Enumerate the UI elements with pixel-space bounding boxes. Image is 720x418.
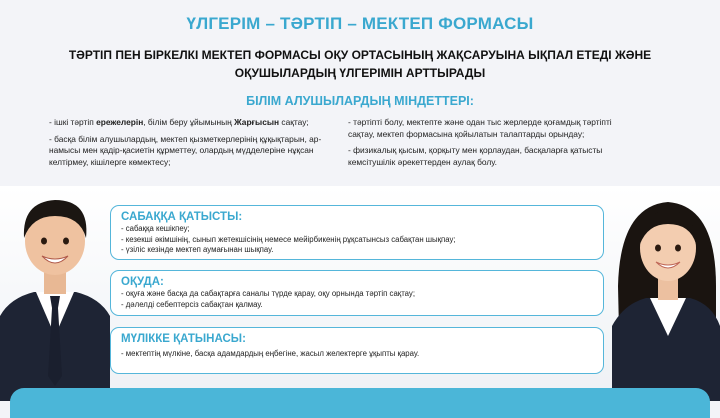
- property-box: [110, 327, 604, 374]
- duty-text: сақтау;: [279, 117, 309, 127]
- duty-text: - ішкі тәртіп: [49, 117, 97, 127]
- subtitle-line-1: ТӘРТІП ПЕН БІРКЕЛКІ МЕКТЕП ФОРМАСЫ ОҚУ ОРТАСЫНЫҢ ЖАҚСАРУЫНА ЫҚПАЛ ЕТЕДІ ЖӘНЕ: [68, 48, 652, 62]
- duties-left-column: [49, 117, 334, 173]
- property-line: - мектептің мүлкіне, басқа адамдардың еңбегіне, жасыл желектерге ұқыпты қарау.: [121, 349, 420, 358]
- attendance-line: - кезекші әкімшінің, сынып жетекшісінің немесе мейірбикенің рұқсатынсыз сабақтан шықпау;: [121, 234, 456, 244]
- study-line: - дәлелді себептерсіз сабақтан қалмау.: [121, 299, 263, 309]
- boy-student-illustration: [0, 186, 110, 401]
- duties-heading: БІЛІМ АЛУШЫЛАРДЫҢ МІНДЕТТЕРІ:: [246, 94, 474, 108]
- bottom-band: [10, 388, 710, 418]
- duty-item: - басқа білім алушылардың, мектеп қызметкерлерінің құқықтарын, ар-намысы мен қадір-қасиетін құрметтеу, олардың мүдделеріне нұқсан келтірмеу, кішілерге көмектесу;: [49, 133, 322, 167]
- duties-right-column: [348, 117, 638, 173]
- attendance-line: - үзіліс кезінде мектеп аумағынан шықпау.: [121, 245, 274, 254]
- page-title: ҮЛГЕРІМ – ТӘРТІП – МЕКТЕП ФОРМАСЫ: [186, 14, 534, 33]
- attendance-title: САБАҚҚА ҚАТЫСТЫ:: [121, 211, 243, 223]
- girl-student-illustration: [612, 186, 720, 401]
- duty-item: - тәртіпті болу, мектепте және одан тыс жерлерде қоғамдық тәртіпті сақтау, мектеп формасына қойылатын талаптарды орындау;: [348, 117, 612, 139]
- subtitle-line-2: ОҚУШЫЛАРДЫҢ ҮЛГЕРІМІН АРТТЫРАДЫ: [234, 66, 486, 80]
- study-title: ОҚУДА:: [121, 276, 164, 288]
- duty-item: - физикалық қысым, қорқыту мен қорлаудан, басқаларға қатысты кемсітушілік әрекеттерден аулақ болу.: [348, 145, 603, 167]
- study-line: - оқуға және басқа да сабақтарға саналы түрде қарау, оқу орнында тәртіп сақтау;: [121, 289, 415, 298]
- duty-bold-rules: ережелерін: [96, 117, 144, 127]
- duty-item: [49, 117, 334, 129]
- property-title: МҮЛІККЕ ҚАТЫНАСЫ:: [121, 333, 246, 345]
- attendance-box: [110, 205, 604, 260]
- duty-text: , білім беру ұйымының: [143, 117, 235, 127]
- subtitle: [40, 46, 680, 82]
- duty-bold-charter: Жарғысын: [234, 117, 280, 127]
- attendance-line: - сабаққа кешікпеу;: [121, 224, 190, 233]
- study-box: [110, 270, 604, 316]
